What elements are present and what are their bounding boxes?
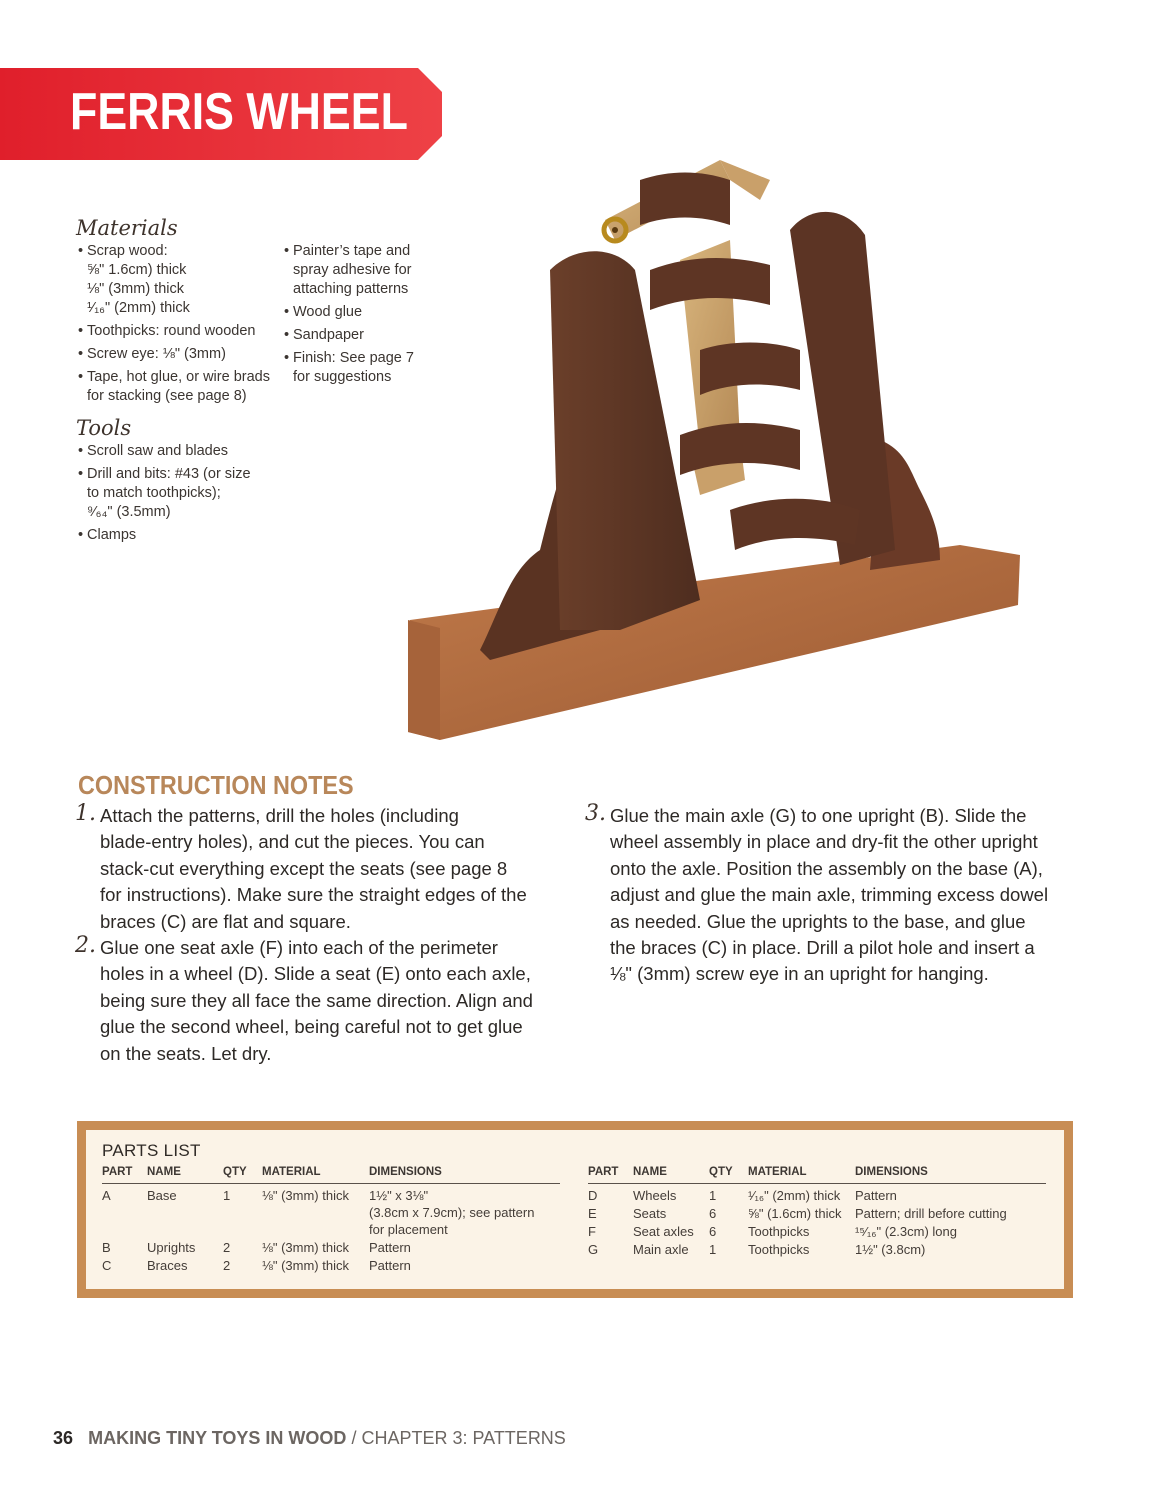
bullet-icon: •: [284, 327, 290, 343]
dimensions-column-header: DIMENSIONS: [369, 1166, 442, 1178]
material-column-header: MATERIAL: [262, 1166, 321, 1178]
part-dimensions: Pattern: [855, 1188, 897, 1203]
step-line: blade-entry holes), and cut the pieces. You can: [100, 831, 485, 853]
list-item-text: Clamps: [87, 527, 137, 543]
dimensions-column-header: DIMENSIONS: [855, 1166, 928, 1178]
part-name: Base: [147, 1188, 177, 1203]
part-dimensions: Pattern; drill before cutting: [855, 1206, 1007, 1221]
list-item-subtext: attaching patterns: [293, 281, 409, 297]
part-material: Toothpicks: [748, 1224, 810, 1239]
part-letter: A: [102, 1188, 111, 1203]
page-footer: [53, 1428, 566, 1449]
part-material: ⅛" (3mm) thick: [262, 1258, 349, 1273]
step-number: 3.: [585, 801, 606, 826]
part-dimensions: Pattern: [369, 1258, 411, 1273]
bullet-icon: •: [78, 466, 84, 482]
step-line: as needed. Glue the uprights to the base, and glue: [610, 910, 1026, 932]
part-letter: F: [588, 1224, 596, 1239]
part-dimensions: Pattern: [369, 1240, 411, 1255]
part-qty: 2: [223, 1258, 231, 1273]
table-rule: [102, 1183, 560, 1184]
bullet-icon: •: [284, 304, 290, 320]
step-1: [75, 801, 570, 935]
step-line: braces (C) are flat and square.: [100, 910, 351, 932]
part-qty: 1: [709, 1242, 717, 1257]
bullet-icon: •: [284, 350, 290, 366]
part-qty: 1: [223, 1188, 231, 1203]
part-letter: C: [102, 1258, 112, 1273]
part-column-header: PART: [588, 1166, 619, 1178]
part-name: Seats: [633, 1206, 667, 1221]
step-text: [610, 803, 1080, 988]
part-letter: E: [588, 1206, 597, 1221]
step-text: [100, 803, 570, 935]
step-line: on the seats. Let dry.: [100, 1042, 272, 1064]
part-qty: 6: [709, 1206, 717, 1221]
part-material: ⅛" (3mm) thick: [262, 1188, 349, 1203]
list-item-text: Painter’s tape and: [293, 243, 411, 259]
step-line: the braces (C) in place. Drill a pilot hole and insert a: [610, 937, 1035, 959]
part-dimensions: (3.8cm x 7.9cm); see pattern: [369, 1205, 535, 1220]
list-item-text: Scrap wood:: [87, 243, 168, 259]
tools-heading: Tools: [76, 416, 132, 440]
step-line: wheel assembly in place and dry-fit the other upright: [610, 831, 1038, 853]
step-line: holes in a wheel (D). Slide a seat (E) onto each axle,: [100, 963, 531, 985]
list-item: [78, 322, 278, 341]
list-item-subtext: ⁹⁄₆₄" (3.5mm): [87, 504, 171, 520]
part-dimensions: ¹⁵⁄₁₆" (2.3cm) long: [855, 1224, 957, 1239]
part-qty: 2: [223, 1240, 231, 1255]
step-line: Attach the patterns, drill the holes (including: [100, 805, 459, 826]
list-item-subtext: ⅝" 1.6cm) thick: [87, 262, 187, 278]
list-item-subtext: spray adhesive for: [293, 262, 412, 278]
part-name: Main axle: [633, 1242, 689, 1257]
step-number: 2.: [75, 933, 96, 958]
step-line: stack-cut everything except the seats (see page 8: [100, 857, 508, 879]
page-title: FERRIS WHEEL: [70, 83, 408, 141]
construction-notes-heading: CONSTRUCTION NOTES: [78, 770, 354, 800]
chapter-name: CHAPTER 3: PATTERNS: [361, 1428, 566, 1448]
qty-column-header: QTY: [709, 1166, 733, 1178]
part-material: Toothpicks: [748, 1242, 810, 1257]
part-dimensions: 1½" x 3⅛": [369, 1188, 429, 1203]
list-item: [78, 465, 278, 522]
list-item: [78, 368, 278, 406]
materials-heading: Materials: [76, 216, 178, 240]
step-line: Glue one seat axle (F) into each of the perimeter: [100, 937, 498, 958]
list-item-subtext: to match toothpicks);: [87, 485, 221, 501]
part-material: ⅛" (3mm) thick: [262, 1240, 349, 1255]
step-2: [75, 933, 570, 1067]
list-item-text: Toothpicks: round wooden: [87, 323, 256, 339]
bullet-icon: •: [78, 443, 84, 459]
list-item-text: Drill and bits: #43 (or size: [87, 466, 251, 482]
part-name: Braces: [147, 1258, 188, 1273]
bullet-icon: •: [78, 527, 84, 543]
page-number: 36: [53, 1428, 74, 1448]
table-rule: [588, 1183, 1046, 1184]
list-item-subtext: for stacking (see page 8): [87, 388, 247, 404]
list-item: [78, 526, 278, 545]
part-letter: B: [102, 1240, 111, 1255]
qty-column-header: QTY: [223, 1166, 247, 1178]
part-dimensions: 1½" (3.8cm): [855, 1242, 926, 1257]
part-dimensions: for placement: [369, 1222, 448, 1237]
part-material: ¹⁄₁₆" (2mm) thick: [748, 1188, 841, 1203]
list-item-text: Screw eye: ⅛" (3mm): [87, 346, 226, 362]
list-item: [78, 242, 278, 318]
bullet-icon: •: [284, 243, 290, 259]
book-title: MAKING TINY TOYS IN WOOD: [88, 1428, 347, 1448]
list-item-text: Wood glue: [293, 304, 363, 320]
tools-list: [78, 442, 278, 549]
part-letter: G: [588, 1242, 599, 1257]
step-text: [100, 935, 570, 1067]
part-name: Seat axles: [633, 1224, 694, 1239]
list-item-subtext: ⅛" (3mm) thick: [87, 281, 184, 297]
parts-list-title: PARTS LIST: [102, 1141, 201, 1160]
step-line: glue the second wheel, being careful not to get glue: [100, 1016, 523, 1038]
part-qty: 1: [709, 1188, 717, 1203]
title-banner: [0, 68, 442, 160]
list-item-text: Finish: See page 7: [293, 350, 414, 366]
bullet-icon: •: [78, 243, 84, 259]
part-material: ⅝" (1.6cm) thick: [748, 1206, 842, 1221]
step-line: ⅛" (3mm) screw eye in an upright for hanging.: [610, 963, 989, 985]
step-number: 1.: [75, 801, 96, 826]
parts-list-panel: [86, 1130, 1064, 1289]
step-line: being sure they all face the same direction. Align and: [100, 989, 533, 1011]
bullet-icon: •: [78, 369, 84, 385]
list-item-text: Tape, hot glue, or wire brads: [87, 369, 270, 385]
list-item: [78, 345, 278, 364]
part-name: Uprights: [147, 1240, 196, 1255]
list-item-subtext: for suggestions: [293, 369, 392, 385]
step-line: adjust and glue the main axle, trimming excess dowel: [610, 884, 1049, 906]
material-column-header: MATERIAL: [748, 1166, 807, 1178]
list-item-subtext: ¹⁄₁₆" (2mm) thick: [87, 300, 190, 316]
list-item-text: Scroll saw and blades: [87, 443, 229, 459]
step-3: [585, 801, 1080, 988]
list-item: [78, 442, 278, 461]
part-name: Wheels: [633, 1188, 677, 1203]
part-letter: D: [588, 1188, 598, 1203]
step-line: for instructions). Make sure the straight edges of the: [100, 884, 527, 906]
materials-list-left: [78, 242, 278, 410]
bullet-icon: •: [78, 323, 84, 339]
step-line: Glue the main axle (G) to one upright (B). Slide the: [610, 805, 1027, 826]
ferris-wheel-photo: [400, 150, 1100, 750]
footer-separator: /: [346, 1428, 362, 1448]
step-line: onto the axle. Position the assembly on the base (A),: [610, 857, 1043, 879]
bullet-icon: •: [78, 346, 84, 362]
name-column-header: NAME: [147, 1166, 181, 1178]
part-qty: 6: [709, 1224, 717, 1239]
part-column-header: PART: [102, 1166, 133, 1178]
name-column-header: NAME: [633, 1166, 667, 1178]
parts-list-box: [77, 1121, 1073, 1298]
list-item-text: Sandpaper: [293, 327, 364, 343]
